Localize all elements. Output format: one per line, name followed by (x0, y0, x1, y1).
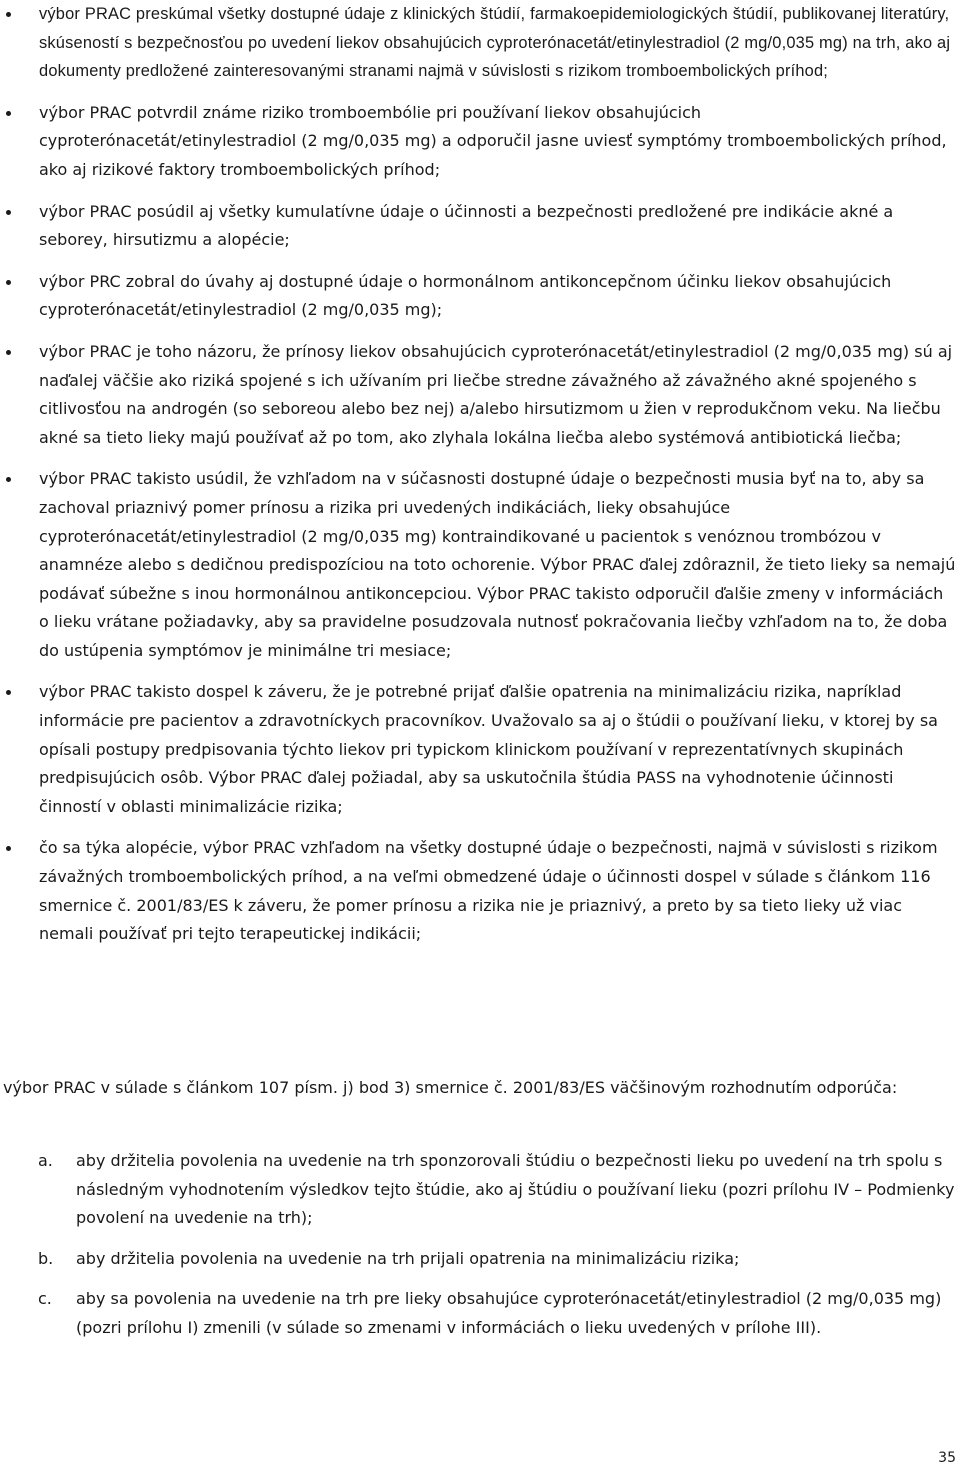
item-letter: c. (38, 1289, 52, 1309)
list-item-text: čo sa týka alopécie, výbor PRAC vzhľadom na všetky dostupné údaje o bezpečnosti, najmä v súvislosti s rizikom závažných tromboembolických príhod, a na veľmi obmedzené údaje o účinnosti dospel v súlade s článkom 116 smernice č. 2001/83/ES k záveru, že pomer prínosu a rizika nie je priaznivý, a preto by sa tieto lieky už viac nemali používať pri tejto terapeutickej indikácii; (39, 838, 938, 944)
list-item (0, 465, 960, 665)
list-item-text: výbor PRAC potvrdil známe riziko tromboembólie pri používaní liekov obsahujúcich cyproterónacetát/etinylestradiol (2 mg/0,035 mg) a odporučil jasne uviesť symptómy tromboembolických príhod, ako aj rizikové faktory tromboembolických príhod; (39, 102, 947, 179)
bullet-icon (6, 846, 11, 851)
item-letter: a. (38, 1151, 53, 1170)
list-item (0, 198, 960, 255)
bullet-icon (6, 350, 11, 355)
list-item (0, 0, 960, 86)
list-item (0, 338, 960, 452)
bullet-icon (6, 111, 11, 116)
page-number: 35 (938, 1450, 956, 1466)
item-text: aby sa povolenia na uvedenie na trh pre lieky obsahujúce cyproterónacetát/etinylestradiol (2 mg/0,035 mg) (pozri prílohu I) zmenili (v súlade so zmenami v informáciách o lieku uvedených v prílohe III). (76, 1289, 942, 1337)
bullet-icon (6, 477, 11, 482)
list-item-text: výbor PRC zobral do úvahy aj dostupné údaje o hormonálnom antikoncepčnom účinku liekov obsahujúcich cyproterónacetát/etinylestradiol (2 mg/0,035 mg); (39, 271, 892, 320)
item-text: aby držitelia povolenia na uvedenie na trh prijali opatrenia na minimalizáciu rizika; (76, 1248, 740, 1268)
bullet-icon (6, 690, 11, 695)
list-item-text: výbor PRAC posúdil aj všetky kumulatívne údaje o účinnosti a bezpečnosti predložené pre indikácie akné a seborey, hirsutizmu a alopécie; (39, 201, 894, 250)
list-item (0, 678, 960, 821)
list-item (0, 268, 960, 325)
list-item (0, 834, 960, 948)
list-item-text: výbor PRAC je toho názoru, že prínosy liekov obsahujúcich cyproterónacetát/etinylestradiol (2 mg/0,035 mg) sú aj naďalej väčšie ako riziká spojené s ich užívaním pri liečbe stredne závažného až závažného akné spojeného s citlivosťou na androgén (so seboreou alebo bez nej) a/alebo hirsutizmom u žien v reprodukčnom veku. Na liečbu akné sa tieto lieky majú používať až po tom, ako zlyhala lokálna liečba alebo systémová antibiotická liečba; (39, 341, 953, 447)
bullet-icon (6, 210, 11, 215)
bullet-icon (6, 12, 11, 17)
recommendation-item (38, 1285, 958, 1342)
list-item-text: výbor PRAC takisto dospel k záveru, že je potrebné prijať ďalšie opatrenia na minimalizáciu rizika, napríklad informácie pre pacientov a zdravotníckych pracovníkov. Uvažovalo sa aj o štúdii o používaní lieku, v ktorej by sa opísali postupy predpisovania týchto liekov pri typickom klinickom používaní v reprezentatívnych skupinách predpisujúcich osôb. Výbor PRAC ďalej požiadal, aby sa uskutočnila štúdia PASS na vyhodnotenie účinnosti činností v oblasti minimalizácie rizika; (39, 682, 938, 816)
item-text: aby držitelia povolenia na uvedenie na trh sponzorovali štúdiu o bezpečnosti lieku po uvedení na trh spolu s následným vyhodnotením výsledkov tejto štúdie, ako aj štúdiu o používaní lieku (pozri prílohu IV – Podmienky povolení na uvedenie na trh); (76, 1151, 955, 1228)
bullet-icon (6, 280, 11, 285)
list-item-text: výbor PRAC preskúmal všetky dostupné údaje z klinických štúdií, farmakoepidemiologických štúdií, publikovanej literatúry, skúseností s bezpečnosťou po uvedení liekov obsahujúcich cyproterónacetát/etinylestradiol (2 mg/0,035 mg) na trh, ako aj dokumenty predložené zainteresovanými stranami najmä v súvislosti s rizikom tromboembolických príhod; (39, 5, 951, 81)
recommendations-list (38, 1147, 958, 1355)
list-item (0, 99, 960, 185)
recommendation-intro: výbor PRAC v súlade s článkom 107 písm. j) bod 3) smernice č. 2001/83/ES väčšinovým rozhodnutím odporúča: (3, 1078, 898, 1097)
list-item-text: výbor PRAC takisto usúdil, že vzhľadom na v súčasnosti dostupné údaje o bezpečnosti musia byť na to, aby sa zachoval priaznivý pomer prínosu a rizika pri uvedených indikáciách, lieky obsahujúce cyproterónacetát/etinylestradiol (2 mg/0,035 mg) kontraindikované u pacientok s venóznou trombózou v anamnéze alebo s dedičnou predispozíciou na toto ochorenie. Výbor PRAC ďalej zdôraznil, že tieto lieky sa nemajú podávať súbežne s inou hormonálnou antikoncepciou. Výbor PRAC takisto odporučil ďalšie zmeny v informáciách o lieku vrátane požiadavky, aby sa pravidelne posudzovala nutnosť pokračovania liečby vzhľadom na to, že doba do ustúpenia symptómov je minimálne tri mesiace; (39, 469, 956, 660)
item-letter: b. (38, 1248, 54, 1268)
recommendation-item (38, 1147, 958, 1233)
recommendation-item (38, 1245, 958, 1274)
